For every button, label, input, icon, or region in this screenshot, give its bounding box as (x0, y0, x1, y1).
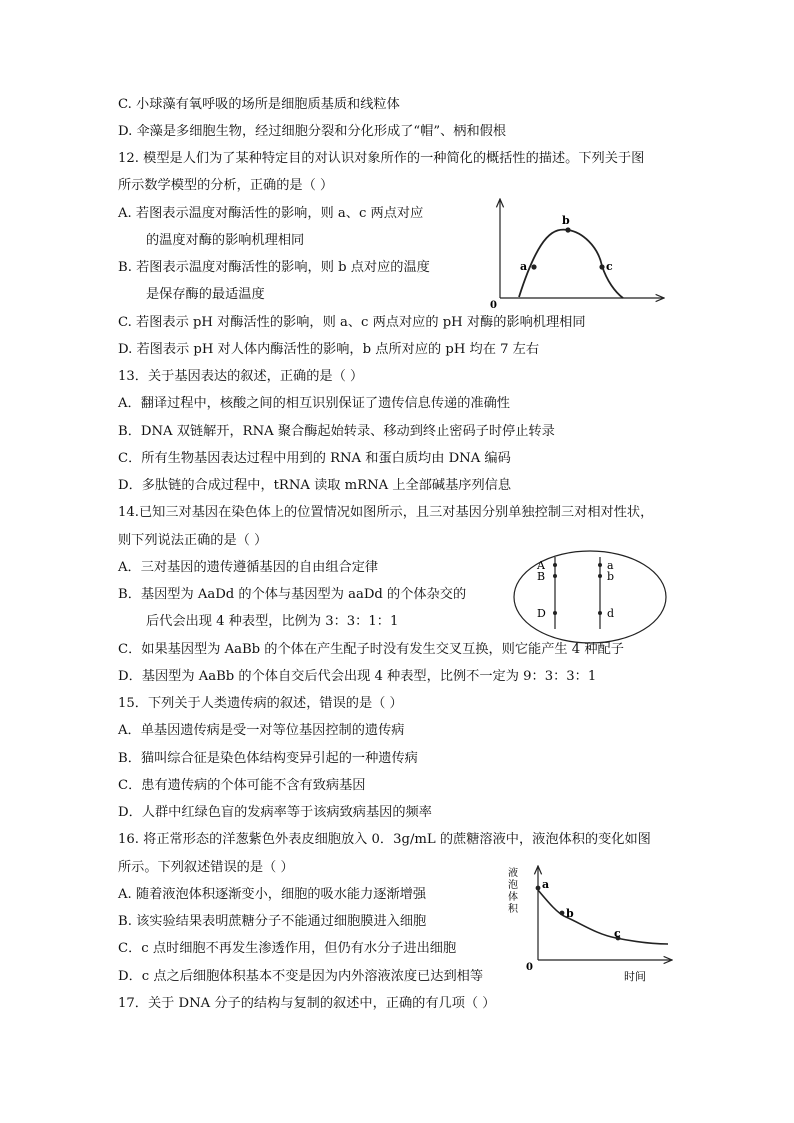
point-a-label: a (520, 260, 528, 273)
vac-point-b-label: b (566, 907, 574, 920)
gene-b-label: b (607, 570, 615, 583)
q15-option-d: D．人群中红绿色盲的发病率等于该病致病基因的频率 (118, 805, 432, 820)
q16-option-a: A. 随着液泡体积逐渐变小，细胞的吸水能力逐渐增强 (118, 887, 427, 902)
q16-option-d: D．c 点之后细胞体积基本不变是因为内外溶液浓度已达到相等 (118, 969, 484, 984)
q15-option-a: A．单基因遗传病是受一对等位基因控制的遗传病 (118, 723, 405, 738)
vac-point-c-label: c (614, 927, 621, 940)
q12-stem-line1: 12. 模型是人们为了某种特定目的对认识对象所作的一种简化的概括性的描述。下列关于图 (118, 151, 645, 166)
q12-option-b: B. 若图表示温度对酶活性的影响，则 b 点对应的温度 (118, 260, 430, 275)
q14-option-b: B．基因型为 AaDd 的个体与基因型为 aaDd 的个体杂交的 (118, 587, 467, 602)
q14-option-b-cont: 后代会出现 4 种表型，比例为 3：3：1：1 (146, 614, 399, 629)
gene-d-label: d (607, 607, 615, 620)
q15-option-c: C．患有遗传病的个体可能不含有致病基因 (118, 778, 366, 793)
q11-option-c: C. 小球藻有氧呼吸的场所是细胞质基质和线粒体 (118, 97, 400, 112)
point-a-marker (531, 264, 536, 269)
vacuole-volume-curve (538, 890, 668, 944)
q14-option-c: C．如果基因型为 AaBb 的个体在产生配子时没有发生交叉互换，则它能产生 4 种配子 (118, 642, 624, 657)
gene-a-label: a (607, 559, 614, 572)
q16-option-b: B. 该实验结果表明蔗糖分子不能通过细胞膜进入细胞 (118, 914, 427, 929)
q16-option-c: C．c 点时细胞不再发生渗透作用，但仍有水分子进出细胞 (118, 941, 457, 956)
point-c-marker (599, 264, 604, 269)
gene-B-label: B (537, 570, 546, 583)
q13-option-d: D．多肽链的合成过程中，tRNA 读取 mRNA 上全部碱基序列信息 (118, 478, 512, 493)
vac-point-b-marker (560, 911, 565, 916)
gene-D-label: D (537, 607, 546, 620)
vacuole-curve-figure (506, 862, 676, 986)
q12-option-d: D. 若图表示 pH 对人体内酶活性的影响，b 点所对应的 pH 均在 7 左右 (118, 342, 540, 357)
q12-option-a-cont: 的温度对酶的影响机理相同 (146, 233, 305, 248)
q12-option-b-cont: 是保存酶的最适温度 (146, 287, 265, 302)
q16-stem-line1: 16. 将正常形态的洋葱紫色外表皮细胞放入 0．3g/mL 的蔗糖溶液中，液泡体积的变化如图 (118, 832, 651, 847)
q11-option-d: D. 伞藻是多细胞生物，经过细胞分裂和分化形成了“帽”、柄和假根 (118, 124, 507, 139)
q15-option-b: B．猫叫综合征是染色体结构变异引起的一种遗传病 (118, 751, 418, 766)
q12-option-c: C. 若图表示 pH 对酶活性的影响，则 a、c 两点对应的 pH 对酶的影响机理相同 (118, 315, 586, 330)
q15-stem: 15．下列关于人类遗传病的叙述，错误的是（ ） (118, 696, 403, 711)
vac-point-a-marker (536, 886, 541, 891)
vac-ylabel-3: 体 (508, 892, 518, 903)
vac-ylabel-1: 液 (508, 868, 518, 879)
q14-option-d: D．基因型为 AaBb 的个体自交后代会出现 4 种表型，比例不一定为 9：3：3：1 (118, 669, 597, 684)
q12-stem-line2: 所示数学模型的分析，正确的是（ ） (118, 178, 334, 193)
vac-xlabel: 时间 (624, 970, 646, 983)
vac-origin-label: 0 (526, 962, 533, 973)
point-b-marker (565, 227, 570, 232)
enzyme-curve-figure (480, 196, 670, 312)
vac-point-a-label: a (542, 878, 550, 891)
q13-option-b: B．DNA 双链解开，RNA 聚合酶起始转录、移动到终止密码子时停止转录 (118, 424, 555, 439)
vac-ylabel-2: 泡 (508, 880, 518, 891)
gene-A-label: A (537, 559, 545, 572)
enzyme-origin-label: 0 (490, 300, 497, 311)
q14-stem-line2: 则下列说法正确的是（ ） (118, 533, 268, 548)
q14-option-a: A．三对基因的遗传遵循基因的自由组合定律 (118, 560, 379, 575)
vac-ylabel-4: 积 (508, 904, 518, 915)
q16-stem-line2: 所示。下列叙述错误的是（ ） (118, 860, 294, 875)
q14-stem-line1: 14.已知三对基因在染色体上的位置情况如图所示，且三对基因分别单独控制三对相对性状， (118, 505, 654, 520)
point-b-label: b (562, 214, 570, 227)
q17-stem: 17．关于 DNA 分子的结构与复制的叙述中，正确的有几项（ ） (118, 996, 496, 1011)
q13-option-a: A．翻译过程中，核酸之间的相互识别保证了遗传信息传递的准确性 (118, 396, 510, 411)
q13-stem: 13．关于基因表达的叙述，正确的是（ ） (118, 369, 364, 384)
q12-option-a: A. 若图表示温度对酶活性的影响，则 a、c 两点对应 (118, 206, 424, 221)
q13-option-c: C．所有生物基因表达过程中用到的 RNA 和蛋白质均由 DNA 编码 (118, 451, 511, 466)
chromosome-figure (510, 547, 670, 647)
point-c-label: c (606, 260, 613, 273)
